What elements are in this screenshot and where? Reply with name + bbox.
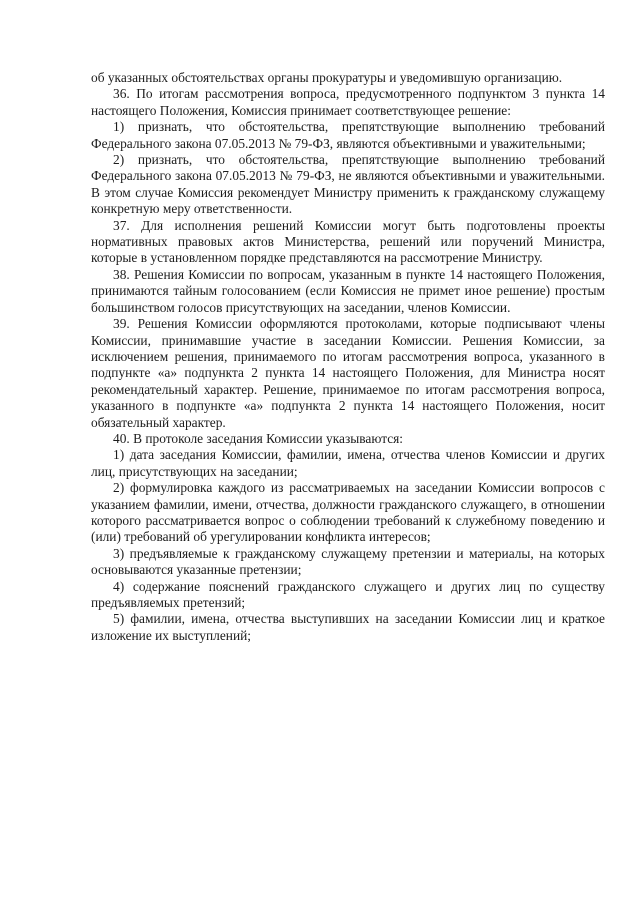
paragraph-36: 36. По итогам рассмотрения вопроса, предусмотренного подпунктом 3 пункта 14 настоящего Положения, Комиссия принимает соответствующее решение: xyxy=(91,86,605,118)
paragraph-40-item-2: 2) формулировка каждого из рассматриваемых на заседании Комиссии вопросов с указанием фамилии, имени, отчества, должности гражданского служащего, в отношении которого рассматривается вопрос о соблюдении требований к служебному поведению и (или) требований об урегулировании конфликта интересов; xyxy=(91,480,605,545)
paragraph-37: 37. Для исполнения решений Комиссии могут быть подготовлены проекты нормативных правовых актов Министерства, решений или поручений Министра, которые в установленном порядке представляются на рассмотрение Министру. xyxy=(91,217,605,266)
paragraph-40: 40. В протоколе заседания Комиссии указываются: xyxy=(113,430,404,446)
paragraph-36-item-1: 1) признать, что обстоятельства, препятствующие выполнению требований Федерального закона 07.05.2013 № 79-ФЗ, являются объективными и уважительными; xyxy=(91,119,605,151)
paragraph-40-item-1: 1) дата заседания Комиссии, фамилии, имена, отчества членов Комиссии и других лиц, присутствующих на заседании; xyxy=(91,447,605,479)
paragraph-38: 38. Решения Комиссии по вопросам, указанным в пункте 14 настоящего Положения, принимаются тайным голосованием (если Комиссия не примет иное решение) простым большинством голосов присутствующих на заседании, членов Комиссии. xyxy=(91,266,605,315)
paragraph-39: 39. Решения Комиссии оформляются протоколами, которые подписывают члены Комиссии, принимавшие участие в заседании Комиссии. Решения Комиссии, за исключением решения, принимаемого по итогам рассмотрения вопроса, указанного в подпункте «а» подпункта 2 пункта 14 настоящего Положения, для Министра носят рекомендательный характер. Решение, принимаемое по итогам рассмотрения вопроса, указанного в подпункте «а» подпункта 2 пункта 14 настоящего Положения, носит обязательный характер. xyxy=(91,316,605,430)
paragraph-40-item-4: 4) содержание пояснений гражданского служащего и других лиц по существу предъявляемых претензий; xyxy=(91,578,605,610)
document-body xyxy=(91,70,605,644)
paragraph-40-item-5: 5) фамилии, имена, отчества выступивших на заседании Комиссии лиц и краткое изложение их выступлений; xyxy=(91,611,605,643)
paragraph-40-item-3: 3) предъявляемые к гражданскому служащему претензии и материалы, на которых основываются указанные претензии; xyxy=(91,545,605,578)
paragraph-continuation: об указанных обстоятельствах органы прокуратуры и уведомившую организацию. xyxy=(91,70,563,85)
paragraph-36-item-2: 2) признать, что обстоятельства, препятствующие выполнению требований Федерального закона 07.05.2013 № 79-ФЗ, не являются объективными и уважительными. В этом случае Комиссия рекомендует Министру применить к гражданскому служащему конкретную меру ответственности. xyxy=(91,152,605,217)
